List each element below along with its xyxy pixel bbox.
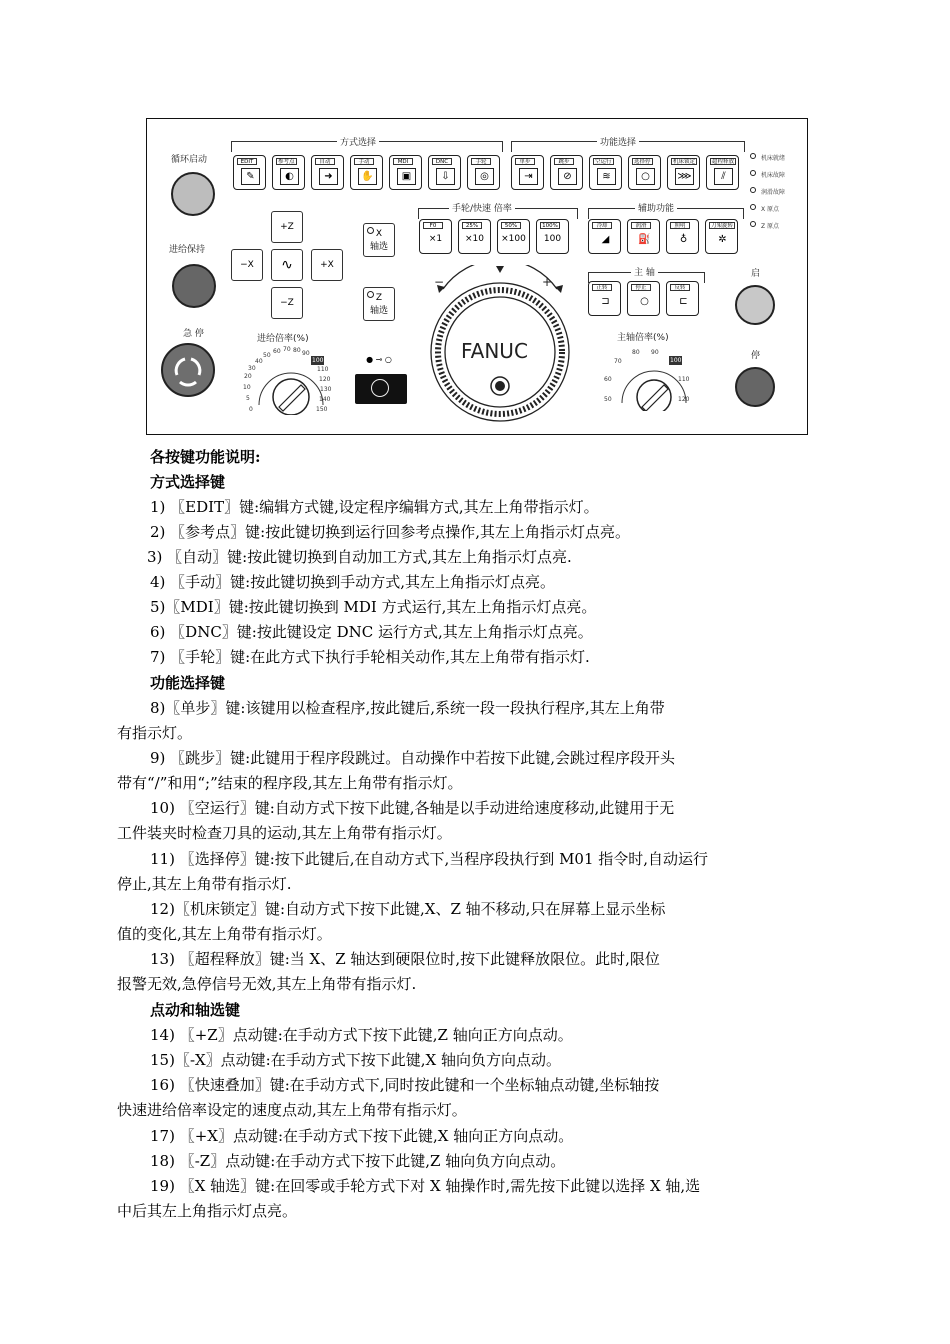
cycle-start-label: 循环启动 — [171, 155, 208, 165]
coolant-key[interactable] — [588, 219, 621, 254]
spindle-stop-icon: ○ — [640, 296, 649, 307]
paragraph-16-line-1: 16) 〖快速叠加〗键:在手动方式下,同时按此键和一个坐标轴点动键,坐标轴按 — [150, 1076, 660, 1094]
feed-scale-100: 100 — [312, 357, 324, 364]
mdi-key[interactable] — [389, 155, 422, 190]
block-skip-key[interactable] — [550, 155, 583, 190]
paragraph-16-line-2: 快速进给倍率设定的速度点动,其左上角带有指示灯。 — [117, 1101, 467, 1119]
z-select-text: 轴选 — [369, 306, 388, 316]
feed-override-label: 进给倍率(%) — [257, 334, 309, 344]
spindle-forward-label: 正转 — [592, 284, 612, 291]
spindle-scale-120: 120 — [678, 396, 690, 403]
feed-scale-40: 40 — [255, 358, 263, 365]
dnc-key[interactable] — [428, 155, 461, 190]
edit-icon: ✎ — [241, 168, 260, 185]
light-label: 照明 — [670, 222, 690, 229]
paragraph-11-line-1: 11) 〖选择停〗键:按下此键后,在自动方式下,当程序段执行到 M01 指令时,自动运行 — [150, 850, 709, 868]
spindle-stop-key[interactable] — [627, 281, 660, 316]
single-block-key[interactable] — [511, 155, 544, 190]
spindle-override-label: 主轴倍率(%) — [617, 333, 669, 343]
status-led-z-origin — [750, 221, 756, 227]
auto-key-label: 自动 — [315, 158, 335, 165]
feed-scale-30: 30 — [248, 365, 256, 372]
paragraph-2: 2) 〖参考点〗键:按此键切换到运行回参考点操作,其左上角指示灯点亮。 — [150, 523, 630, 541]
feed-scale-120: 120 — [319, 376, 331, 383]
z-select-led — [367, 291, 374, 298]
feed-scale-70: 70 — [283, 346, 291, 353]
rate-key-25-text: ×10 — [465, 234, 484, 244]
jog-plus-z-key[interactable]: +Z — [271, 211, 303, 243]
rate-key-100-text: 100 — [543, 234, 562, 244]
reference-key[interactable] — [272, 155, 305, 190]
dnc-icon: ⇩ — [436, 168, 455, 185]
paragraph-4: 4) 〖手动〗键:按此键切换到手动方式,其左上角指示灯点亮。 — [150, 573, 555, 591]
z-axis-select-key[interactable] — [363, 287, 395, 321]
machine-lock-icon: ⋙ — [675, 168, 694, 185]
jog-minus-x-key[interactable]: −X — [231, 249, 263, 281]
status-led-ready — [750, 153, 756, 159]
paragraph-7: 7) 〖手轮〗键:在此方式下执行手轮相关动作,其左上角带有指示灯. — [150, 648, 590, 666]
section-heading-function: 功能选择键 — [150, 674, 226, 692]
spindle-scale-50: 50 — [604, 396, 612, 403]
lube-icon: ⛽ — [638, 234, 651, 245]
optional-stop-key[interactable] — [628, 155, 661, 190]
turret-key[interactable] — [705, 219, 738, 254]
start-label: 启 — [751, 269, 761, 279]
status-label-ready: 机床就绪 — [761, 155, 786, 162]
rate-key-50-tag: 50% — [501, 222, 521, 229]
handwheel-icon: ◎ — [475, 168, 494, 185]
lube-label: 润滑 — [631, 222, 651, 229]
overtravel-release-key[interactable] — [706, 155, 739, 190]
single-block-icon: ⇥ — [519, 168, 538, 185]
paragraph-10-line-1: 10) 〖空运行〗键:自动方式下按下此键,各轴是以手动进给速度移动,此键用于无 — [150, 799, 675, 817]
spindle-stop-label: 停止 — [631, 284, 651, 291]
paragraph-8-line-1: 8)〖单步〗键:该键用以检查程序,按此键后,系统一段一段执行程序,其左上角带 — [150, 699, 665, 717]
wheel-plus-label: + — [542, 275, 553, 289]
block-skip-label: 跳步 — [554, 158, 574, 165]
spindle-cw-icon: ⊐ — [601, 296, 610, 307]
paragraph-12-line-2: 值的变化,其左上角带有指示灯。 — [117, 925, 332, 943]
spindle-scale-90: 90 — [651, 349, 659, 356]
rate-key-f0-tag: F0 — [423, 222, 443, 229]
handwheel-key[interactable] — [467, 155, 500, 190]
machine-lock-key[interactable] — [667, 155, 700, 190]
overtravel-release-label: 超程释放 — [712, 159, 735, 165]
dry-run-icon: ≋ — [597, 168, 616, 185]
auto-icon: ➜ — [319, 168, 338, 185]
light-key[interactable] — [666, 219, 699, 254]
feed-scale-5: 5 — [246, 395, 250, 402]
feed-scale-90: 90 — [302, 350, 310, 357]
rapid-traverse-key[interactable]: ∿ — [271, 249, 303, 281]
spindle-forward-key[interactable] — [588, 281, 621, 316]
z-select-letter: Z — [375, 293, 383, 303]
x-select-led — [367, 227, 374, 234]
section-heading-jog: 点动和轴选键 — [150, 1001, 241, 1019]
paragraph-14: 14) 〖+Z〗点动键:在手动方式下按下此键,Z 轴向正方向点动。 — [150, 1026, 573, 1044]
spindle-reverse-key[interactable] — [666, 281, 699, 316]
fanuc-logo: FANUC — [461, 339, 528, 363]
paragraph-6: 6) 〖DNC〗键:按此键设定 DNC 运行方式,其左上角指示灯点亮。 — [150, 623, 593, 641]
turret-label: 刀架旋转 — [711, 223, 734, 229]
spindle-scale-80: 80 — [632, 349, 640, 356]
stop-button[interactable] — [735, 367, 775, 407]
spindle-reverse-label: 反转 — [670, 284, 690, 291]
feed-scale-50: 50 — [263, 352, 271, 359]
auto-key[interactable] — [311, 155, 344, 190]
feed-scale-140: 140 — [319, 396, 331, 403]
rate-key-25-tag: 25% — [462, 222, 482, 229]
mdi-icon: ▣ — [397, 168, 416, 185]
status-label-lube: 润滑故障 — [761, 189, 786, 196]
rate-key-25[interactable] — [458, 219, 491, 254]
feed-scale-0: 0 — [249, 406, 253, 413]
paragraph-12-line-1: 12)〖机床锁定〗键:自动方式下按下此键,X、Z 轴不移动,只在屏幕上显示坐标 — [150, 900, 666, 918]
function-group-title: 功能选择 — [597, 135, 639, 148]
paragraph-17: 17) 〖+X〗点动键:在手动方式下按下此键,X 轴向正方向点动。 — [150, 1127, 574, 1145]
wheel-minus-label: − — [434, 275, 445, 289]
start-button[interactable] — [735, 285, 775, 325]
status-label-z-origin: Z 原点 — [761, 223, 780, 230]
paragraph-19-line-1: 19) 〖X 轴选〗键:在回零或手轮方式下对 X 轴操作时,需先按下此键以选择 X 轴,选 — [150, 1177, 701, 1195]
feed-scale-80: 80 — [293, 347, 301, 354]
feed-scale-110: 110 — [317, 366, 329, 373]
section-heading-mode: 方式选择键 — [150, 473, 226, 491]
rate-key-100-tag: 100% — [540, 222, 560, 229]
paragraph-8-line-2: 有指示灯。 — [117, 724, 193, 742]
paragraph-19-line-2: 中后其左上角指示灯点亮。 — [117, 1202, 298, 1220]
rate-key-100[interactable] — [536, 219, 569, 254]
paragraph-18: 18) 〖-Z〗点动键:在手动方式下按下此键,Z 轴向负方向点动。 — [150, 1152, 566, 1170]
rate-key-50-text: ×100 — [501, 234, 526, 244]
dnc-key-label: DNC — [432, 158, 452, 165]
feed-scale-20: 20 — [244, 373, 252, 380]
key-switch[interactable] — [355, 374, 407, 404]
paragraph-9-line-2: 带有“/”和用“;”结束的程序段,其左上角带有指示灯。 — [117, 774, 463, 792]
feed-hold-button[interactable] — [172, 264, 216, 308]
aux-group-title: 辅助功能 — [635, 201, 677, 214]
turret-icon: ✲ — [718, 234, 727, 245]
paragraph-10-line-2: 工件装夹时检查刀具的运动,其左上角带有指示灯。 — [117, 824, 452, 842]
reference-key-label: 参考点 — [278, 159, 295, 165]
coolant-icon: ◢ — [601, 234, 610, 245]
mdi-key-label: MDI — [393, 158, 413, 165]
spindle-scale-110: 110 — [678, 376, 690, 383]
paragraph-3: 3) 〖自动〗键:按此键切换到自动加工方式,其左上角指示灯点亮. — [147, 548, 572, 566]
edit-key[interactable] — [233, 155, 266, 190]
x-select-text: 轴选 — [369, 242, 388, 252]
paragraph-13-line-2: 报警无效,急停信号无效,其左上角带有指示灯. — [117, 975, 417, 993]
estop-label: 急 停 — [183, 329, 204, 339]
spindle-ccw-icon: ⊏ — [679, 296, 688, 307]
key-switch-icon: ● ⊸ ○ — [366, 355, 392, 364]
mode-group-title: 方式选择 — [337, 135, 379, 148]
rate-key-f0-text: ×1 — [428, 234, 443, 244]
paragraph-1: 1) 〖EDIT〗键:编辑方式键,设定程序编辑方式,其左上角带指示灯。 — [150, 498, 599, 516]
spindle-scale-100: 100 — [670, 357, 682, 364]
status-label-x-origin: X 原点 — [761, 206, 780, 213]
x-select-letter: X — [375, 229, 383, 239]
optional-stop-label: 选择停 — [634, 159, 651, 165]
status-label-fault: 机床故障 — [761, 172, 786, 179]
spindle-scale-60: 60 — [604, 376, 612, 383]
paragraph-13-line-1: 13) 〖超程释放〗键:当 X、Z 轴达到硬限位时,按下此键释放限位。此时,限位 — [150, 950, 660, 968]
cnc-control-panel — [146, 118, 808, 435]
coolant-label: 冷却 — [592, 222, 612, 229]
rate-key-f0[interactable] — [419, 219, 452, 254]
light-bulb-icon: ♁ — [679, 234, 688, 245]
jog-minus-z-key[interactable]: −Z — [271, 287, 303, 319]
single-block-label: 单步 — [515, 158, 535, 165]
estop-arrows-icon — [163, 345, 213, 395]
dry-run-label: 空运行 — [595, 159, 612, 165]
lube-key[interactable] — [627, 219, 660, 254]
status-led-fault — [750, 170, 756, 176]
jog-plus-x-key[interactable]: +X — [311, 249, 343, 281]
feed-scale-150: 150 — [316, 406, 328, 413]
paragraph-15: 15)〖-X〗点动键:在手动方式下按下此键,X 轴向负方向点动。 — [150, 1051, 561, 1069]
cycle-start-button[interactable] — [171, 172, 215, 216]
manual-key[interactable] — [350, 155, 383, 190]
feed-scale-130: 130 — [320, 386, 332, 393]
paragraph-5: 5)〖MDI〗键:按此键切换到 MDI 方式运行,其左上角指示灯点亮。 — [150, 598, 597, 616]
feed-hold-label: 进给保持 — [169, 245, 206, 255]
edit-key-label: EDIT — [237, 158, 257, 165]
paragraph-11-line-2: 停止,其左上角带有指示灯. — [117, 875, 292, 893]
emergency-stop-button[interactable] — [161, 343, 215, 397]
paragraph-9-line-1: 9) 〖跳步〗键:此键用于程序段跳过。自动操作中若按下此键,会跳过程序段开头 — [150, 749, 675, 767]
machine-lock-label: 机床锁定 — [673, 159, 696, 165]
status-led-lube — [750, 187, 756, 193]
x-axis-select-key[interactable] — [363, 223, 395, 257]
reference-icon: ◐ — [280, 168, 299, 185]
dry-run-key[interactable] — [589, 155, 622, 190]
block-skip-icon: ⊘ — [558, 168, 577, 185]
optional-stop-icon: ○ — [636, 168, 655, 185]
overtravel-icon: ⫽ — [714, 168, 733, 185]
feed-scale-10: 10 — [243, 384, 251, 391]
stop-label: 停 — [751, 351, 761, 361]
manual-key-label: 手动 — [354, 158, 374, 165]
hand-icon: ✋ — [358, 168, 377, 185]
spindle-scale-70: 70 — [614, 358, 622, 365]
rate-key-50[interactable] — [497, 219, 530, 254]
feed-scale-60: 60 — [273, 348, 281, 355]
rate-group-title: 手轮/快速 倍率 — [449, 201, 515, 214]
handwheel-key-label: 手轮 — [471, 158, 491, 165]
status-led-x-origin — [750, 204, 756, 210]
section-title: 各按键功能说明: — [150, 448, 261, 466]
spindle-group-title: 主 轴 — [631, 265, 658, 278]
